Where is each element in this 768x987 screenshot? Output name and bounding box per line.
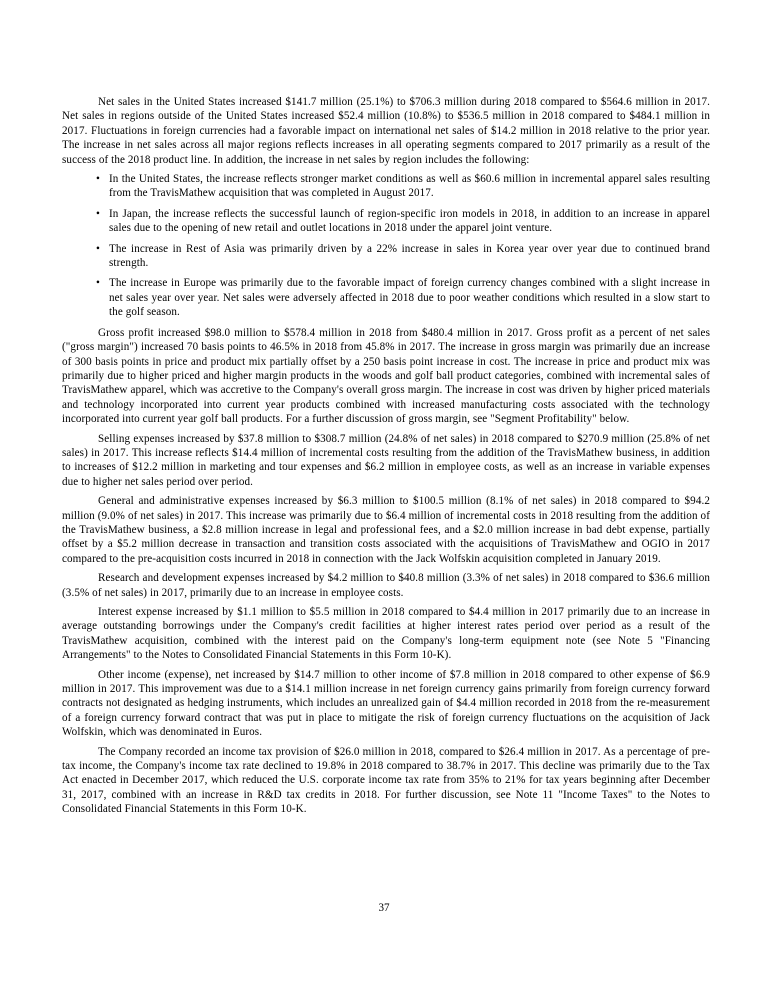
- bullet-item-united-states: • In the United States, the increase reflects stronger market conditions as well as $60.6 million in incremental apparel sales resulting from the TravisMathew acquisition that was completed in August 2017.: [96, 172, 710, 201]
- paragraph-research-development: Research and development expenses increased by $4.2 million to $40.8 million (3.3% of net sales) in 2018 compared to $36.6 million (3.5% of net sales) in 2017, primarily due to an increase in employee costs.: [62, 572, 710, 599]
- paragraph-income-tax: The Company recorded an income tax provision of $26.0 million in 2018, compared to $26.4 million in 2017. As a percentage of pre-tax income, the Company's income tax rate declined to 19.8% in 2018 compared to 38.7% in 2017. This decline was primarily due to the Tax Act enacted in December 2017, which reduced the U.S. corporate income tax rate from 35% to 21% for tax years beginning after December 31, 2017, combined with an increase in R&D tax credits in 2018. For further discussion, see Note 11 "Income Taxes" to the Notes to Consolidated Financial Statements in this Form 10-K.: [62, 745, 710, 816]
- bullet-item-europe: • The increase in Europe was primarily due to the favorable impact of foreign currency changes combined with a slight increase in net sales year over year. Net sales were adversely affected in 2018 due to poor weather conditions which resulted in a slow start to the golf season.: [96, 276, 710, 319]
- page-number: 37: [378, 902, 390, 914]
- paragraph-other-income: Other income (expense), net increased by $14.7 million to other income of $7.8 million in 2018 compared to other expense of $6.9 million in 2017. This improvement was due to a $14.1 million increase in net foreign currency gains primarily from foreign currency forward contracts not designated as hedging instruments, which includes an unrealized gain of $4.4 million recorded in 2018 from the re-measurement of a foreign currency forward contract that was put in place to mitigate the risk of foreign currency fluctuations on the acquisition of Jack Wolfskin, which was denominated in Euros.: [62, 668, 710, 739]
- paragraph-general-administrative: General and administrative expenses increased by $6.3 million to $100.5 million (8.1% of net sales) in 2018 compared to $94.2 million (9.0% of net sales) in 2017. This increase was primarily due to $6.4 million of incremental costs in 2018 resulting from the addition of the TravisMathew business, a $2.8 million increase in legal and professional fees, and a $2.0 million increase in bad debt expense, partially offset by a $5.2 million decrease in transaction and transition costs associated with the acquisitions of TravisMathew and OGIO in 2017 compared to the pre-acquisition costs incurred in 2018 in connection with the Jack Wolfskin acquisition completed in January 2019.: [62, 495, 710, 565]
- paragraph-gross-profit: Gross profit increased $98.0 million to $578.4 million in 2018 from $480.4 million in 2017. Gross profit as a percent of net sales ("gross margin") increased 70 basis points to 46.5% in 2018 from 45.8% in 2017. The increase in gross margin was primarily due an increase of 300 basis points in price and product mix partially offset by a 250 basis point increase in cost. The increase in price and product mix was primarily due to higher priced and higher margin products in the woods and golf ball product categories, combined with incremental sales of TravisMathew apparel, which was accretive to the Company's overall gross margin. The increase in cost was driven by higher priced materials and technology incorporated into current year products combined with increased manufacturing costs associated with the technology incorporated into current year golf ball products. For a further discussion of gross margin, see "Segment Profitability" below.: [62, 326, 710, 426]
- paragraph-selling-expenses: Selling expenses increased by $37.8 million to $308.7 million (24.8% of net sales) in 2018 compared to $270.9 million (25.8% of net sales) in 2017. This increase reflects $14.4 million of incremental costs resulting from the addition of the TravisMathew business, in addition to increases of $12.2 million in marketing and tour expenses and $6.2 million in employee costs, as well as an increase in variable expenses due to higher net sales period over period.: [62, 432, 710, 488]
- page-body-text: [62, 95, 710, 822]
- paragraph-interest-expense: Interest expense increased by $1.1 million to $5.5 million in 2018 compared to $4.4 million in 2017 primarily due to an increase in average outstanding borrowings under the Company's credit facilities at higher interest rates period over period as a result of the TravisMathew acquisition, combined with the interest paid on the Company's long-term equipment note (see Note 5 "Financing Arrangements" to the Notes to Consolidated Financial Statements in this Form 10-K).: [62, 606, 710, 662]
- bullet-item-rest-of-asia: • The increase in Rest of Asia was primarily driven by a 22% increase in sales in Korea year over year due to continued brand strength.: [96, 242, 710, 271]
- paragraph-net-sales: Net sales in the United States increased $141.7 million (25.1%) to $706.3 million during 2018 compared to $564.6 million in 2017. Net sales in regions outside of the United States increased $52.4 million (10.8%) to $536.5 million in 2018 compared to $484.1 million in 2017. Fluctuations in foreign currencies had a favorable impact on international net sales of $14.2 million in 2018 relative to the prior year. The increase in net sales across all major regions reflects increases in all operating segments compared to 2017 primarily as a result of the success of the 2018 product line. In addition, the increase in net sales by region includes the following:: [62, 96, 710, 166]
- net-sales-region-bullet-list: [62, 172, 710, 320]
- bullet-item-japan: • In Japan, the increase reflects the successful launch of region-specific iron models in 2018, in addition to an increase in apparel sales due to the opening of new retail and outlet locations in 2018 under the apparel joint venture.: [96, 207, 710, 236]
